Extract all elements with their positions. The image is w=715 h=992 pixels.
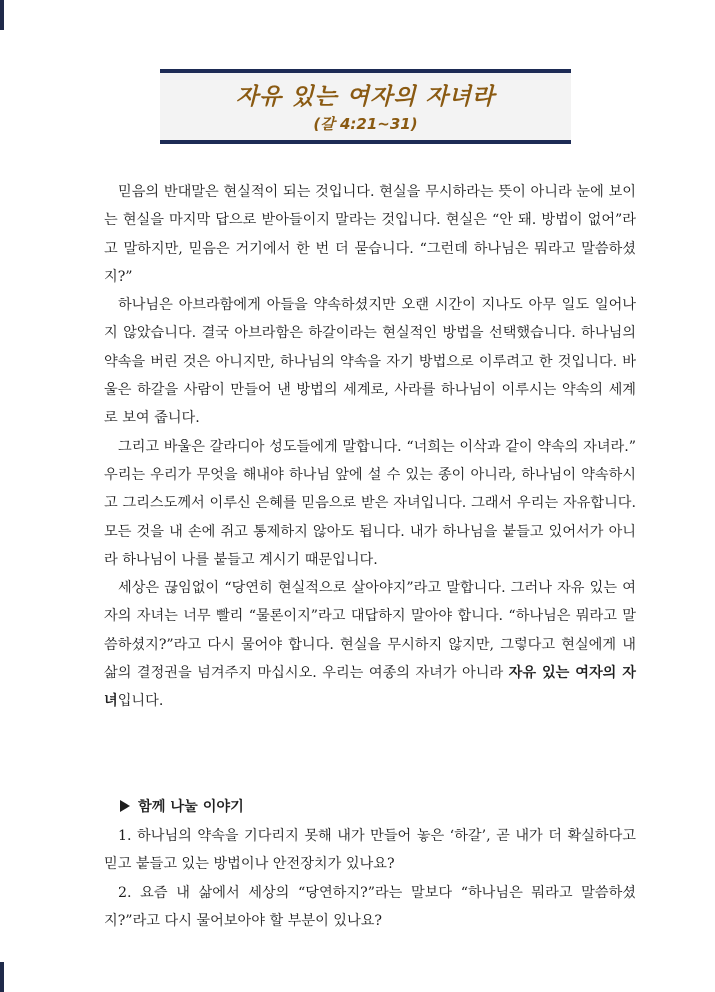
- share-heading: [120, 793, 244, 821]
- paragraph-1: 믿음의 반대말은 현실적이 되는 것입니다. 현실을 무시하라는 뜻이 아니라 눈에 보이는 현실을 마지막 답으로 받아들이지 말라는 것입니다. 현실은 “안 돼. 방법이 없어”라고 말하지만, 믿음은 거기에서 한 번 더 묻습니다. “그런데 하나님은 뭐라고 말씀하셨지?”: [104, 184, 636, 285]
- paragraph-4-text: 세상은 끊임없이 “당연히 현실적으로 살아야지”라고 말합니다. 그러나 자유 있는 여자의 자녀는 너무 빨리 “물론이지”라고 대답하지 말아야 합니다. “하나님은 뭐라고 말씀하셨지?”라고 다시 물어야 합니다. 현실을 무시하지 않지만, 그렇다고 현실에게 내 삶의 결정권을 넘겨주지 마십시오. 우리는 여종의 자녀가 아니라: [104, 580, 636, 682]
- discussion-questions: [104, 822, 636, 935]
- closing-emphasis: 자유 있는 여자의 자녀: [104, 665, 636, 710]
- question-2: 2. 요즘 내 삶에서 세상의 “당연하지?”라는 말보다 “하나님은 뭐라고 말씀하셨지?”라고 다시 물어보아야 할 부분이 있나요?: [104, 884, 636, 929]
- closing-tail: 입니다.: [117, 693, 164, 710]
- paragraph-2: 하나님은 아브라함에게 아들을 약속하셨지만 오랜 시간이 지나도 아무 일도 일어나지 않았습니다. 결국 아브라함은 하갈이라는 현실적인 방법을 선택했습니다. 하나님의 약속을 버린 것은 아니지만, 하나님의 약속을 자기 방법으로 이루려고 한 것입니다. 바울은 하갈을 사람이 만들어 낸 방법의 세계로, 사라를 하나님이 이루시는 약속의 세계로 보여 줍니다.: [104, 297, 636, 427]
- paragraph-3: 그리고 바울은 갈라디아 성도들에게 말합니다. “너희는 이삭과 같이 약속의 자녀라.” 우리는 우리가 무엇을 해내야 하나님 앞에 설 수 있는 종이 아니라, 하나님이 약속하시고 그리스도께서 이루신 은혜를 믿음으로 받은 자녀입니다. 그래서 우리는 자유합니다. 모든 것을 내 손에 쥐고 통제하지 않아도 됩니다. 내가 하나님을 붙들고 있어서가 아니라 하나님이 나를 붙들고 계시기 때문입니다.: [104, 438, 636, 568]
- paragraph-4: [104, 574, 636, 715]
- title-banner: [160, 69, 571, 144]
- question-1: 1. 하나님의 약속을 기다리지 못해 내가 만들어 놓은 ‘하갈’, 곧 내가 더 확실하다고 믿고 붙들고 있는 방법이나 안전장치가 있나요?: [104, 828, 636, 873]
- scripture-reference: (갈 4:21~31): [313, 115, 418, 133]
- page-title: 자유 있는 여자의 자녀라: [235, 84, 496, 110]
- article-body: [104, 178, 636, 716]
- share-heading-label: 함께 나눌 이야기: [138, 799, 244, 815]
- triangle-bullet-icon: [120, 800, 130, 812]
- page-edge-marker-bottom: [0, 962, 4, 992]
- page-edge-marker-top: [0, 0, 4, 30]
